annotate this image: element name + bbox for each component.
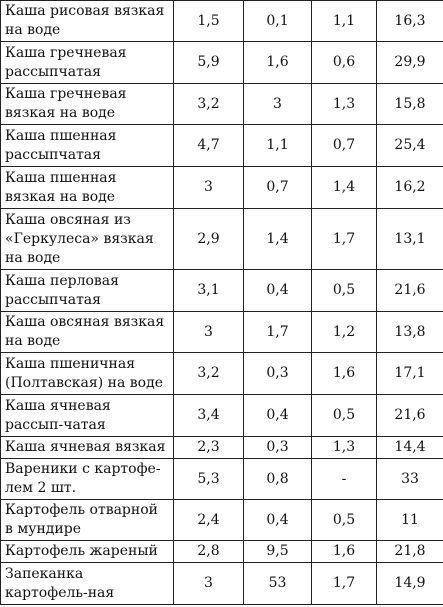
table-row	[1, 209, 443, 270]
table-row	[1, 84, 443, 125]
kcal-value: 17,1	[377, 353, 443, 395]
kcal-value: 13,1	[377, 209, 443, 270]
kcal-value: 13,8	[377, 312, 443, 353]
protein-value: 2,9	[174, 209, 244, 270]
kcal-value: 21,6	[377, 270, 443, 312]
dish-name: Каша ячневая рассып-чатая	[1, 395, 174, 437]
fat-value: 0,3	[244, 353, 312, 395]
kcal-value: 33	[377, 459, 443, 500]
fat-value: 0,3	[244, 437, 312, 459]
nutrition-table-body	[1, 1, 443, 605]
protein-value: 1,5	[174, 1, 244, 42]
table-row	[1, 167, 443, 209]
table-row	[1, 541, 443, 563]
protein-value: 2,3	[174, 437, 244, 459]
dish-name: Каша гречневая вязкая на воде	[1, 84, 174, 125]
fat-value: 0,4	[244, 270, 312, 312]
dish-name: Каша перловая рассыпчатая	[1, 270, 174, 312]
protein-value: 3,2	[174, 84, 244, 125]
protein-value: 2,8	[174, 541, 244, 563]
protein-value: 3,1	[174, 270, 244, 312]
protein-value: 5,9	[174, 42, 244, 84]
carbs-value: 1,3	[312, 84, 377, 125]
fat-value: 0,1	[244, 1, 312, 42]
dish-name: Каша гречневая рассыпчатая	[1, 42, 174, 84]
table-row	[1, 500, 443, 541]
dish-name: Каша рисовая вязкая на воде	[1, 1, 174, 42]
carbs-value: 1,3	[312, 437, 377, 459]
carbs-value: 1,6	[312, 353, 377, 395]
dish-name: Картофель жареный	[1, 541, 174, 563]
carbs-value: 1,7	[312, 209, 377, 270]
carbs-value: 1,6	[312, 541, 377, 563]
table-row	[1, 353, 443, 395]
protein-value: 4,7	[174, 125, 244, 167]
protein-value: 5,3	[174, 459, 244, 500]
dish-name: Каша пшеничная (Полтавская) на воде	[1, 353, 174, 395]
protein-value: 3,2	[174, 353, 244, 395]
kcal-value: 21,8	[377, 541, 443, 563]
kcal-value: 15,8	[377, 84, 443, 125]
carbs-value: 0,5	[312, 500, 377, 541]
dish-name: Каша овсяная из «Геркулеса» вязкая на воде	[1, 209, 174, 270]
fat-value: 1,1	[244, 125, 312, 167]
table-row	[1, 312, 443, 353]
table-row	[1, 459, 443, 500]
carbs-value: -	[312, 459, 377, 500]
carbs-value: 1,1	[312, 1, 377, 42]
fat-value: 3	[244, 84, 312, 125]
protein-value: 2,4	[174, 500, 244, 541]
protein-value: 3	[174, 167, 244, 209]
kcal-value: 11	[377, 500, 443, 541]
carbs-value: 0,5	[312, 270, 377, 312]
kcal-value: 25,4	[377, 125, 443, 167]
table-row	[1, 1, 443, 42]
table-row	[1, 270, 443, 312]
dish-name: Картофель отварной в мундире	[1, 500, 174, 541]
kcal-value: 14,9	[377, 563, 443, 605]
kcal-value: 16,3	[377, 1, 443, 42]
kcal-value: 16,2	[377, 167, 443, 209]
fat-value: 0,8	[244, 459, 312, 500]
kcal-value: 29,9	[377, 42, 443, 84]
fat-value: 1,6	[244, 42, 312, 84]
dish-name: Запеканка картофель-ная	[1, 563, 174, 605]
fat-value: 1,4	[244, 209, 312, 270]
carbs-value: 1,2	[312, 312, 377, 353]
carbs-value: 0,6	[312, 42, 377, 84]
fat-value: 9,5	[244, 541, 312, 563]
protein-value: 3,4	[174, 395, 244, 437]
fat-value: 0,4	[244, 500, 312, 541]
dish-name: Каша ячневая вязкая	[1, 437, 174, 459]
dish-name: Каша овсяная вязкая на воде	[1, 312, 174, 353]
dish-name: Каша пшенная вязкая на воде	[1, 167, 174, 209]
dish-name: Вареники с картофе-лем 2 шт.	[1, 459, 174, 500]
fat-value: 53	[244, 563, 312, 605]
table-row	[1, 395, 443, 437]
fat-value: 0,4	[244, 395, 312, 437]
fat-value: 0,7	[244, 167, 312, 209]
carbs-value: 1,4	[312, 167, 377, 209]
kcal-value: 14,4	[377, 437, 443, 459]
protein-value: 3	[174, 563, 244, 605]
fat-value: 1,7	[244, 312, 312, 353]
kcal-value: 21,6	[377, 395, 443, 437]
dish-name: Каша пшенная рассыпчатая	[1, 125, 174, 167]
carbs-value: 1,7	[312, 563, 377, 605]
protein-value: 3	[174, 312, 244, 353]
table-row	[1, 42, 443, 84]
table-row	[1, 563, 443, 605]
table-row	[1, 125, 443, 167]
table-row	[1, 437, 443, 459]
carbs-value: 0,7	[312, 125, 377, 167]
carbs-value: 0,5	[312, 395, 377, 437]
